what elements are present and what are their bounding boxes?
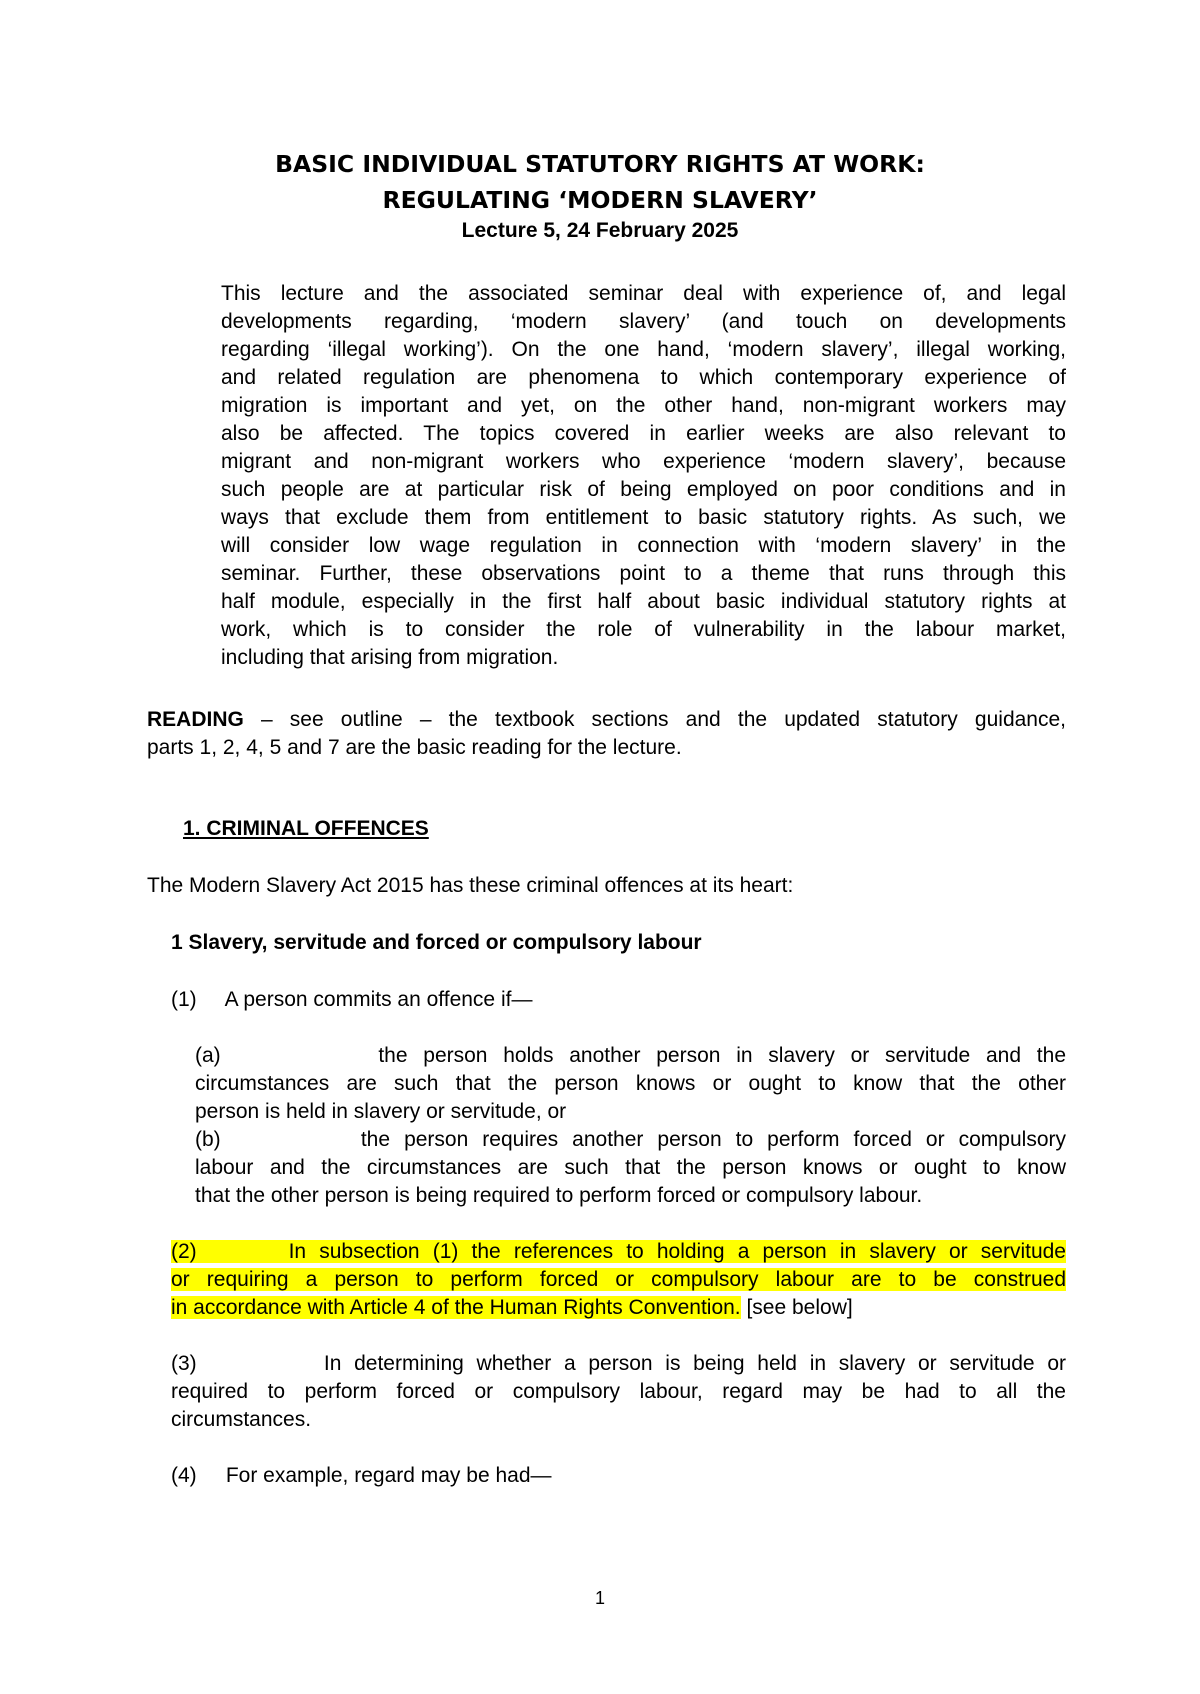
intro-line: developments regarding, ‘modern slavery’ (and touch on developments (221, 310, 1066, 333)
intro-line: ways that exclude them from entitlement to basic statutory rights. As such, we (221, 506, 1066, 529)
subsection-1a (195, 1042, 1066, 1126)
subsection-3-line: (3) In determining whether a person is being held in slavery or servitude or (171, 1352, 1066, 1375)
page-number: 1 (594, 1588, 605, 1608)
subsection-1b-line: labour and the circumstances are such that the person knows or ought to know (195, 1156, 1066, 1179)
subsection-1a-line: (a) the person holds another person in slavery or servitude and the (195, 1044, 1066, 1067)
subsection-3-line: circumstances. (171, 1408, 312, 1431)
intro-line: half module, especially in the first half about basic individual statutory rights at (221, 590, 1066, 613)
subsection-1b-line: (b) the person requires another person to perform forced or compulsory (195, 1128, 1066, 1151)
subsection-1a-line: person is held in slavery or servitude, or (195, 1100, 567, 1123)
subsection-1: (1) A person commits an offence if— (171, 988, 533, 1011)
subsection-1b-line: that the other person is being required to perform forced or compulsory labour. (195, 1184, 923, 1207)
subsection-4: (4) For example, regard may be had— (171, 1464, 552, 1487)
section-heading: 1. CRIMINAL OFFENCES (183, 817, 429, 840)
intro-paragraph (221, 280, 1066, 672)
subsection-2-line (171, 1266, 1066, 1294)
subsection-2-line (171, 1294, 1066, 1322)
document-title-line1: BASIC INDIVIDUAL STATUTORY RIGHTS AT WORK: (275, 150, 925, 178)
reading-line1-text: – see outline – the textbook sections and the updated statutory guidance, (243, 708, 1066, 731)
subsection-1b (195, 1126, 1066, 1210)
intro-line: regarding ‘illegal working’). On the one hand, ‘modern slavery’, illegal working, (221, 338, 1066, 361)
intro-line: seminar. Further, these observations point to a theme that runs through this (221, 562, 1066, 585)
reading-paragraph (147, 706, 1066, 762)
statute-section-heading: 1 Slavery, servitude and forced or compulsory labour (171, 931, 702, 954)
intro-line: such people are at particular risk of being employed on poor conditions and in (221, 478, 1066, 501)
intro-line: migration is important and yet, on the other hand, non-migrant workers may (221, 394, 1066, 417)
subsection-3-line: required to perform forced or compulsory labour, regard may be had to all the (171, 1380, 1066, 1403)
highlighted-text: (2) In subsection (1) the references to holding a person in slavery or servitude (171, 1240, 1066, 1263)
subsection-3 (171, 1350, 1066, 1434)
reading-label: READING (147, 708, 244, 731)
intro-line: This lecture and the associated seminar deal with experience of, and legal (221, 282, 1066, 305)
section-intro: The Modern Slavery Act 2015 has these criminal offences at its heart: (147, 874, 794, 897)
lecture-subtitle: Lecture 5, 24 February 2025 (461, 219, 739, 242)
highlighted-text: in accordance with Article 4 of the Human Rights Convention. (171, 1296, 741, 1319)
reading-line2: parts 1, 2, 4, 5 and 7 are the basic reading for the lecture. (147, 736, 682, 759)
subsection-1a-line: circumstances are such that the person knows or ought to know that the other (195, 1072, 1066, 1095)
subsection-2-line (171, 1238, 1066, 1266)
intro-line: migrant and non-migrant workers who experience ‘modern slavery’, because (221, 450, 1066, 473)
see-below-note: [see below] (740, 1296, 853, 1319)
subsection-2 (171, 1238, 1066, 1322)
intro-line: including that arising from migration. (221, 646, 559, 669)
highlighted-text: or requiring a person to perform forced or compulsory labour are to be construed (171, 1268, 1066, 1291)
intro-line: also be affected. The topics covered in earlier weeks are also relevant to (221, 422, 1066, 445)
intro-line: and related regulation are phenomena to which contemporary experience of (221, 366, 1066, 389)
intro-line: will consider low wage regulation in connection with ‘modern slavery’ in the (221, 534, 1066, 557)
intro-line: work, which is to consider the role of vulnerability in the labour market, (221, 618, 1066, 641)
reading-line1 (147, 706, 1066, 734)
document-title-line2: REGULATING ‘MODERN SLAVERY’ (382, 186, 818, 214)
